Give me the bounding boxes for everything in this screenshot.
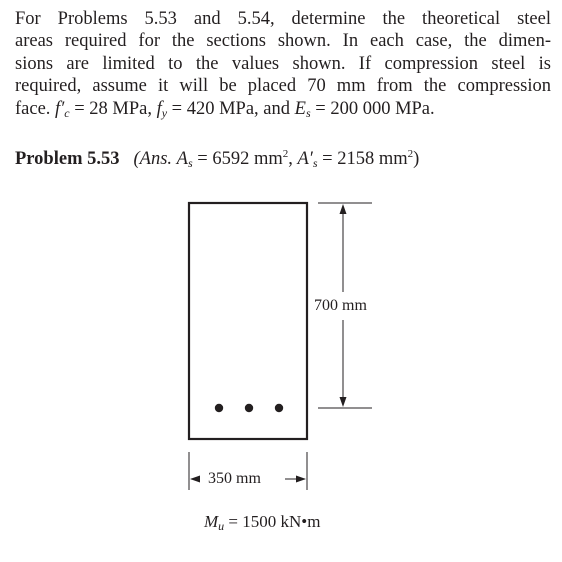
as-prime-mark: ′ — [308, 149, 313, 170]
as-value: = 6592 mm — [197, 149, 283, 170]
width-label: 350 mm — [208, 470, 261, 487]
arrow-down — [340, 397, 347, 407]
fc-prime: ′ — [60, 98, 65, 119]
rebar-dot — [275, 404, 283, 412]
arrow-up — [340, 204, 347, 214]
fc-subscript: c — [64, 105, 70, 120]
fc-value: = 28 MPa, — [74, 98, 152, 119]
as-exponent: 2 — [282, 148, 289, 160]
answer-open: (Ans. — [133, 149, 173, 170]
as-symbol: A — [176, 149, 188, 170]
problem-line-1: For Problems 5.53 and 5.54, determine the theoretical steel — [15, 9, 551, 29]
rebar-dot — [215, 404, 223, 412]
face-word: face. — [15, 98, 51, 119]
problem-line-3: sions are limited to the values shown. If compression steel is — [15, 53, 551, 74]
as-subscript: s — [187, 156, 193, 171]
as-prime-value: = 2158 mm — [322, 149, 408, 170]
as-prime-symbol: A — [297, 149, 309, 170]
moment-subscript: u — [218, 519, 225, 533]
as-prime-subscript: s — [312, 156, 318, 171]
es-symbol: E — [294, 98, 306, 119]
fy-value: = 420 MPa, and — [171, 98, 291, 119]
problem-line-2: areas required for the sections shown. In each case, the dimen- — [15, 31, 551, 52]
problem-label: Problem 5.53 — [15, 149, 120, 170]
fy-symbol: f — [156, 98, 162, 119]
rebar-dot — [245, 404, 253, 412]
answer-close: ) — [413, 149, 420, 170]
es-value: = 200 000 MPa. — [315, 98, 435, 119]
fc-symbol: f — [55, 98, 61, 119]
arrow-left — [190, 476, 200, 483]
moment-annotation — [204, 512, 320, 532]
problem-line-4: required, assume it will be placed 70 mm from the compression — [15, 76, 551, 97]
arrow-right — [296, 476, 306, 483]
rebar-group — [215, 404, 283, 412]
beam-cross-section — [189, 203, 307, 439]
moment-symbol: M — [204, 512, 219, 531]
as-comma: , — [288, 149, 293, 170]
moment-value: = 1500 kN•m — [228, 512, 321, 531]
es-subscript: s — [305, 105, 311, 120]
height-label: 700 mm — [314, 297, 367, 314]
as-prime-exponent: 2 — [407, 148, 414, 160]
fy-subscript: y — [161, 105, 168, 120]
